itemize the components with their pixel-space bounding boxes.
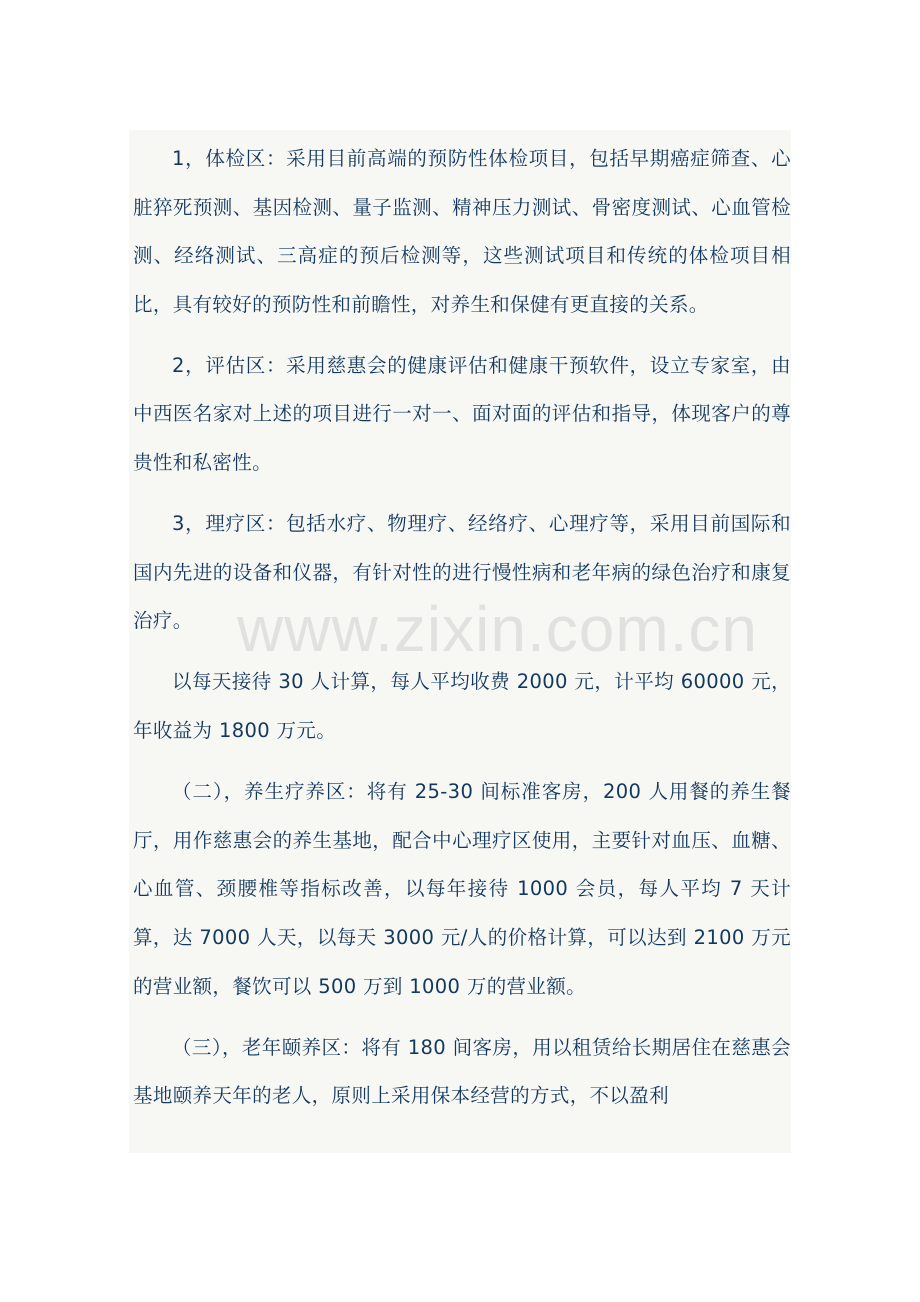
paragraph-elderly-care-area: （三），老年颐养区：将有 180 间客房，用以租赁给长期居住在慈惠会基地颐养天年的老人，原则上采用保本经营的方式，不以盈利 (133, 1035, 791, 1108)
paragraph-wellness-resort-area: （二），养生疗养区：将有 25-30 间标准客房，200 人用餐的养生餐厅，用作慈惠会的养生基地，配合中心理疗区使用，主要针对血压、血糖、心血管、颈腰椎等指标改善，以每年接待 1000 会员，每人平均 7 天计算，达 7000 人天，以每天 3000 元/人的价格计算，可以达到 2100 万元的营业额，餐饮可以 500 万到 1000 万的营业额。 (133, 780, 791, 998)
paragraph-revenue-estimate: 以每天接待 30 人计算，每人平均收费 2000 元，计平均 60000 元，年收益为 1800 万元。 (133, 670, 791, 743)
paragraph-exam-area: 1，体检区：采用目前高端的预防性体检项目，包括早期癌症筛查、心脏猝死预测、基因检测、量子监测、精神压力测试、骨密度测试、心血管检测、经络测试、三高症的预后检测等，这些测试项目和传统的体检项目相比，具有较好的预防性和前瞻性，对养生和保健有更直接的关系。 (133, 147, 791, 316)
watermark-text: www.zixin.com.cn (237, 593, 758, 665)
paragraph-therapy-area: 3，理疗区：包括水疗、物理疗、经络疗、心理疗等，采用目前国际和国内先进的设备和仪器，有针对性的进行慢性病和老年病的绿色治疗和康复治疗。 (133, 512, 791, 633)
paragraph-assessment-area: 2，评估区：采用慈惠会的健康评估和健康干预软件，设立专家室，由中西医名家对上述的项目进行一对一、面对面的评估和指导，体现客户的尊贵性和私密性。 (133, 353, 791, 475)
document-text-block (129, 130, 791, 1153)
